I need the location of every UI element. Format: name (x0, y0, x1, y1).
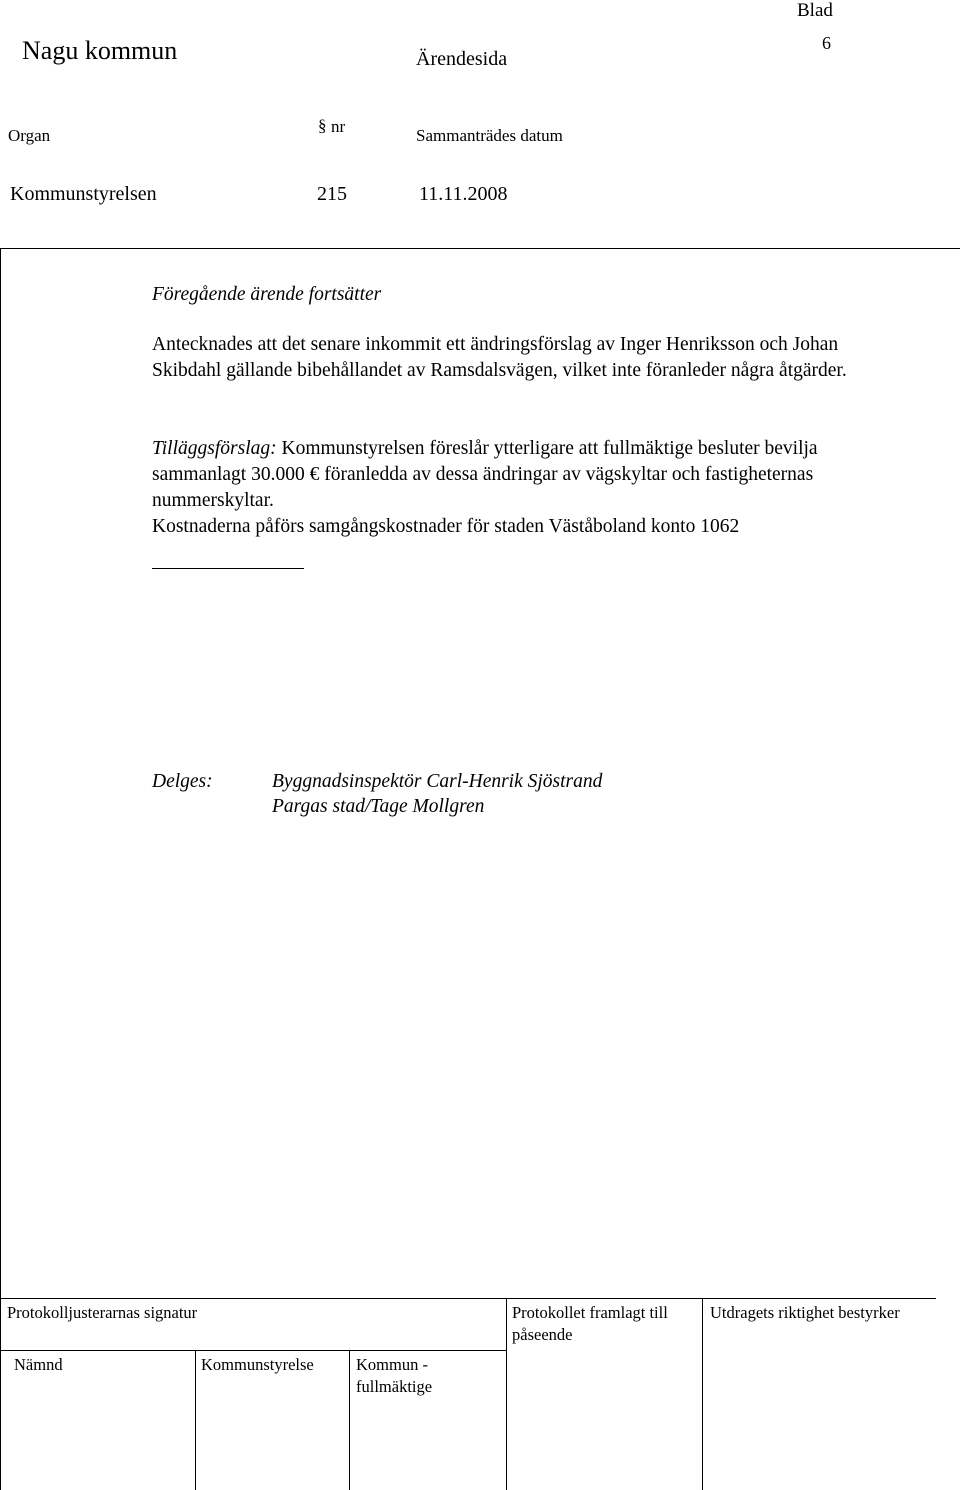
council-label: Kommun - fullmäktige (356, 1355, 433, 1396)
footer-divider (506, 1298, 507, 1490)
body-label: Nämnd (14, 1355, 63, 1374)
nr-label: nr (331, 117, 346, 136)
meeting-date-value: 11.11.2008 (419, 183, 508, 205)
paragraph-costs: Kostnaderna påförs samgångskostnader för staden Väståboland konto 1062 (152, 516, 740, 537)
paragraph-proposal (152, 436, 892, 514)
signature-label: Protokolljusterarnas signatur (7, 1303, 198, 1322)
distribution-label: Delges: (152, 771, 213, 792)
proposal-text: Kommunstyrelsen föreslår ytterligare att fullmäktige besluter bevilja sammanlagt 30.000 € föranledda av dessa ändringar av vägskyltar och fastigheternas nummerskyltar. (152, 438, 818, 511)
footer-divider (195, 1350, 196, 1490)
posted-label: Protokollet framlagt till påseende (512, 1303, 668, 1344)
nr-value: 215 (317, 183, 347, 205)
footer-middle-rule (0, 1350, 506, 1351)
footer-left-border (0, 1298, 1, 1490)
continued-note: Föregående ärende fortsätter (152, 284, 382, 305)
paragraph-notice: Antecknades att det senare inkommit ett ändringsförslag av Inger Henriksson och Johan Skibdahl gällande bibehållandet av Ramsdalsvägen, vilket inte föranleder några åtgärder. (152, 334, 847, 381)
sheet-number: 6 (822, 33, 831, 53)
proposal-label: Tilläggsförslag: (152, 438, 277, 459)
separator-rule (152, 568, 304, 569)
distribution-recipient: Pargas stad/Tage Mollgren (272, 796, 485, 817)
sheet-label: Blad (797, 0, 833, 21)
distribution-recipient: Byggnadsinspektör Carl-Henrik Sjöstrand (272, 771, 603, 792)
footer-divider (349, 1350, 350, 1490)
board-label: Kommunstyrelse (201, 1355, 314, 1374)
footer-divider (702, 1298, 703, 1490)
organ-label: Organ (8, 126, 51, 145)
extract-label: Utdragets riktighet bestyrker (710, 1303, 900, 1322)
section-mark: § (318, 116, 327, 135)
organ-value: Kommunstyrelsen (10, 183, 157, 205)
footer-top-rule (0, 1298, 936, 1299)
municipality-name: Nagu kommun (22, 36, 178, 65)
document-type: Ärendesida (416, 48, 508, 70)
meeting-date-label: Sammanträdes datum (416, 126, 563, 145)
